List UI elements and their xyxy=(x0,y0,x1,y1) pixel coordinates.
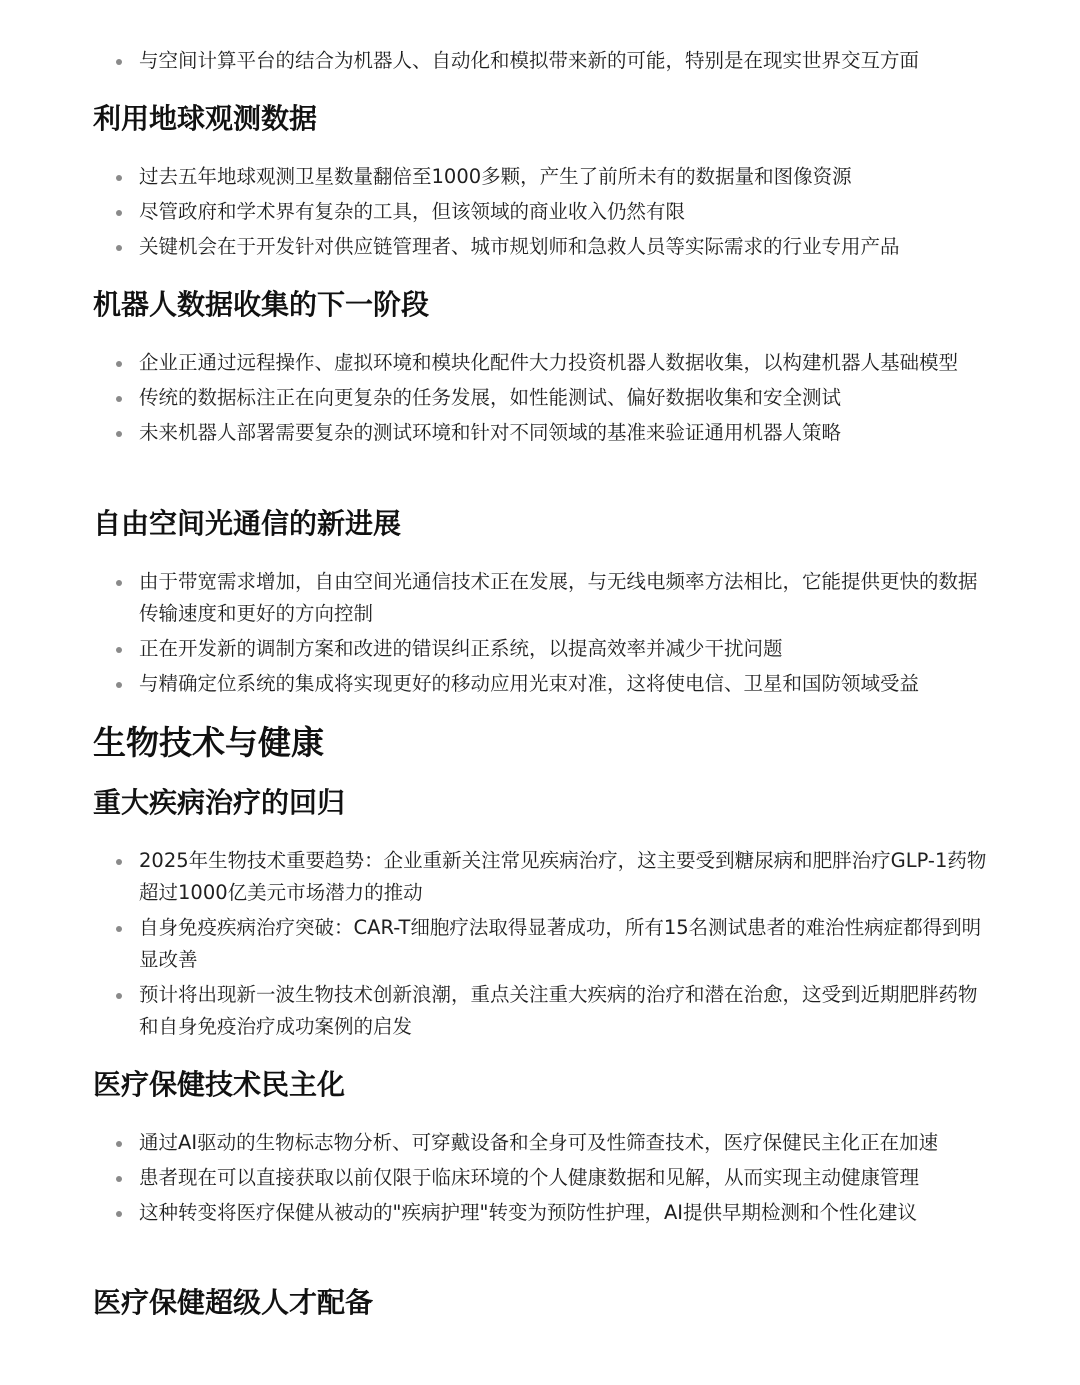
bullet-dot xyxy=(116,59,122,65)
bullet-list-earth-observation xyxy=(0,161,1080,266)
bullet-dot xyxy=(116,361,122,367)
section-heading-earth-observation: 利用地球观测数据 xyxy=(93,102,318,135)
bullet-dot xyxy=(116,1211,122,1217)
list-item: 传统的数据标注正在向更复杂的任务发展，如性能测试、偏好数据收集和安全测试 xyxy=(0,382,1080,414)
list-item: 与空间计算平台的结合为机器人、自动化和模拟带来新的可能，特别是在现实世界交互方面 xyxy=(0,45,1080,77)
list-item: 自身免疫疾病治疗突破：CAR-T细胞疗法取得显著成功，所有15名测试患者的难治性病症都得到明显改善 xyxy=(0,912,1080,976)
bullet-dot xyxy=(116,1176,122,1182)
list-item: 过去五年地球观测卫星数量翻倍至1000多颗，产生了前所未有的数据量和图像资源 xyxy=(0,161,1080,193)
bullet-list-healthcare-democratization xyxy=(0,1127,1080,1232)
bullet-dot xyxy=(116,210,122,216)
list-item: 与精确定位系统的集成将实现更好的移动应用光束对准，这将使电信、卫星和国防领域受益 xyxy=(0,668,1080,700)
list-item: 企业正通过远程操作、虚拟环境和模块化配件大力投资机器人数据收集，以构建机器人基础模型 xyxy=(0,347,1080,379)
section-heading-optical-comms: 自由空间光通信的新进展 xyxy=(93,507,402,540)
bullet-dot xyxy=(116,580,122,586)
list-item: 未来机器人部署需要复杂的测试环境和针对不同领域的基准来验证通用机器人策略 xyxy=(0,417,1080,449)
bullet-dot xyxy=(116,175,122,181)
bullet-list-spatial-computing xyxy=(0,45,1080,80)
section-heading-healthcare-democratization: 医疗保健技术民主化 xyxy=(93,1068,346,1101)
list-item: 2025年生物技术重要趋势：企业重新关注常见疾病治疗，这主要受到糖尿病和肥胖治疗GLP-1药物超过1000亿美元市场潜力的推动 xyxy=(0,845,1080,909)
section-heading-major-disease: 重大疾病治疗的回归 xyxy=(93,786,346,819)
section-heading-healthcare-talent: 医疗保健超级人才配备 xyxy=(93,1286,374,1319)
bullet-dot xyxy=(116,926,122,932)
bullet-dot xyxy=(116,431,122,437)
bullet-dot xyxy=(116,859,122,865)
bullet-dot xyxy=(116,396,122,402)
bullet-list-major-disease xyxy=(0,845,1080,1046)
bullet-list-robot-data xyxy=(0,347,1080,452)
bullet-list-optical-comms xyxy=(0,566,1080,703)
list-item: 正在开发新的调制方案和改进的错误纠正系统，以提高效率并减少干扰问题 xyxy=(0,633,1080,665)
bullet-dot xyxy=(116,245,122,251)
major-heading-biotech-health: 生物技术与健康 xyxy=(93,723,324,762)
list-item: 预计将出现新一波生物技术创新浪潮，重点关注重大疾病的治疗和潜在治愈，这受到近期肥胖药物和自身免疫治疗成功案例的启发 xyxy=(0,979,1080,1043)
bullet-dot xyxy=(116,647,122,653)
list-item: 关键机会在于开发针对供应链管理者、城市规划师和急救人员等实际需求的行业专用产品 xyxy=(0,231,1080,263)
list-item: 患者现在可以直接获取以前仅限于临床环境的个人健康数据和见解，从而实现主动健康管理 xyxy=(0,1162,1080,1194)
list-item: 通过AI驱动的生物标志物分析、可穿戴设备和全身可及性筛查技术，医疗保健民主化正在加速 xyxy=(0,1127,1080,1159)
bullet-dot xyxy=(116,682,122,688)
list-item: 这种转变将医疗保健从被动的"疾病护理"转变为预防性护理，AI提供早期检测和个性化建议 xyxy=(0,1197,1080,1229)
list-item: 尽管政府和学术界有复杂的工具，但该领域的商业收入仍然有限 xyxy=(0,196,1080,228)
bullet-dot xyxy=(116,993,122,999)
bullet-dot xyxy=(116,1141,122,1147)
section-heading-robot-data: 机器人数据收集的下一阶段 xyxy=(93,288,430,321)
list-item: 由于带宽需求增加，自由空间光通信技术正在发展，与无线电频率方法相比，它能提供更快的数据传输速度和更好的方向控制 xyxy=(0,566,1080,630)
